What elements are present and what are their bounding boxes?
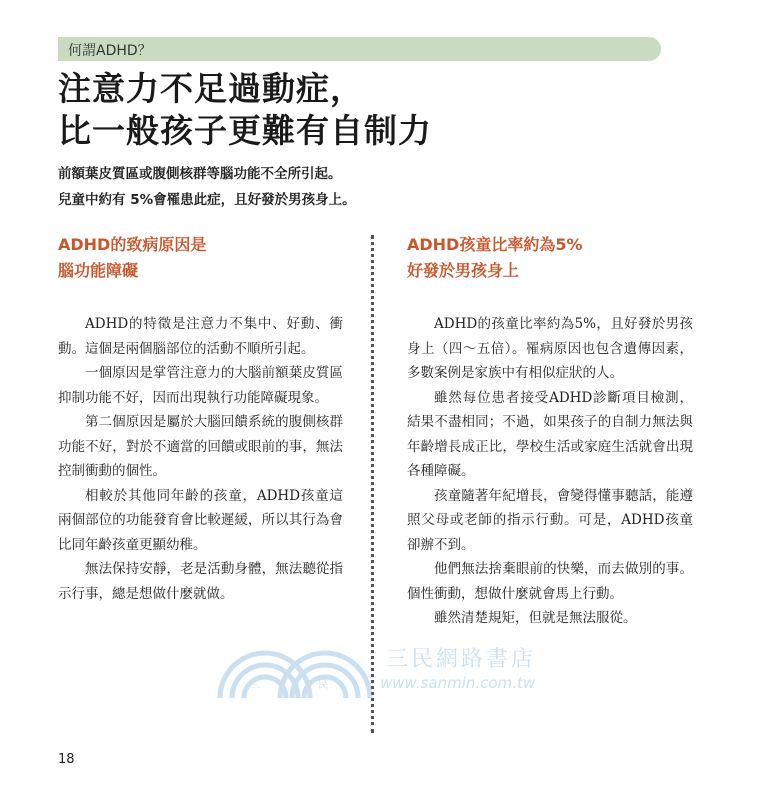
left-column-body — [58, 312, 348, 606]
paragraph: 孩童隨著年紀增長，會變得懂事聽話，能遵照父母或老師的指示行動。可是，ADHD孩童卻辦不到。 — [407, 487, 693, 553]
paragraph: ADHD的特徵是注意力不集中、好動、衝動。這個是兩個腦部位的活動不順所引起。 — [58, 316, 343, 357]
left-heading-line-2: 腦功能障礙 — [58, 261, 139, 280]
title-line-1: 注意力不足過動症， — [58, 69, 364, 108]
watermark — [210, 640, 580, 700]
watermark-logo-icon — [210, 640, 380, 700]
left-heading-line-1: ADHD的致病原因是 — [58, 235, 207, 254]
watermark-char-1: 三 — [250, 680, 260, 691]
title-line-2: 比一般孩子更難有自制力 — [58, 111, 432, 150]
watermark-url: www.sanmin.com.tw — [380, 674, 536, 692]
right-column-body — [407, 312, 697, 631]
right-column-heading — [407, 232, 697, 284]
paragraph: 雖然每位患者接受ADHD診斷項目檢測，結果不盡相同；不過，如果孩子的自制力無法與年齡增長成正比，學校生活或家庭生活就會出現各種障礙。 — [407, 389, 693, 479]
paragraph: 無法保持安靜，老是活動身體，無法聽從指示行事，總是想做什麼就做。 — [58, 561, 343, 602]
page-number: 18 — [58, 752, 75, 767]
section-banner — [58, 37, 661, 61]
page-title — [58, 68, 432, 152]
right-heading-line-1: ADHD孩童比率約為5% — [407, 235, 583, 254]
right-column — [407, 232, 697, 631]
paragraph: 雖然清楚規矩，但就是無法服從。 — [434, 610, 637, 626]
subtitle-line-2: 兒童中約有 5%會罹患此症，且好發於男孩身上。 — [58, 192, 356, 208]
watermark-char-2: 民 — [318, 680, 328, 691]
page-subtitle — [58, 161, 356, 213]
paragraph: 他們無法捨棄眼前的快樂，而去做別的事。個性衝動，想做什麼就會馬上行動。 — [407, 561, 693, 602]
watermark-name: 三民網路書店 — [386, 647, 537, 672]
paragraph: ADHD的孩童比率約為5%，且好發於男孩身上（四～五倍）。罹病原因也包含遺傳因素，多數案例是家族中有相似症狀的人。 — [407, 316, 693, 381]
right-heading-line-2: 好發於男孩身上 — [407, 261, 520, 280]
section-label: 何謂ADHD？ — [68, 43, 152, 59]
left-column — [58, 232, 348, 606]
left-column-heading — [58, 232, 348, 284]
paragraph: 一個原因是掌管注意力的大腦前額葉皮質區抑制功能不好，因而出現執行功能障礙現象。 — [58, 365, 343, 406]
subtitle-line-1: 前額葉皮質區或腹側核群等腦功能不全所引起。 — [58, 166, 342, 182]
paragraph: 相較於其他同年齡的孩童，ADHD孩童這兩個部位的功能發育會比較遲緩，所以其行為會比同年齡孩童更顯幼稚。 — [58, 487, 343, 553]
paragraph: 第二個原因是屬於大腦回饋系統的腹側核群功能不好，對於不適當的回饋或眼前的事，無法控制衝動的個性。 — [58, 414, 343, 479]
